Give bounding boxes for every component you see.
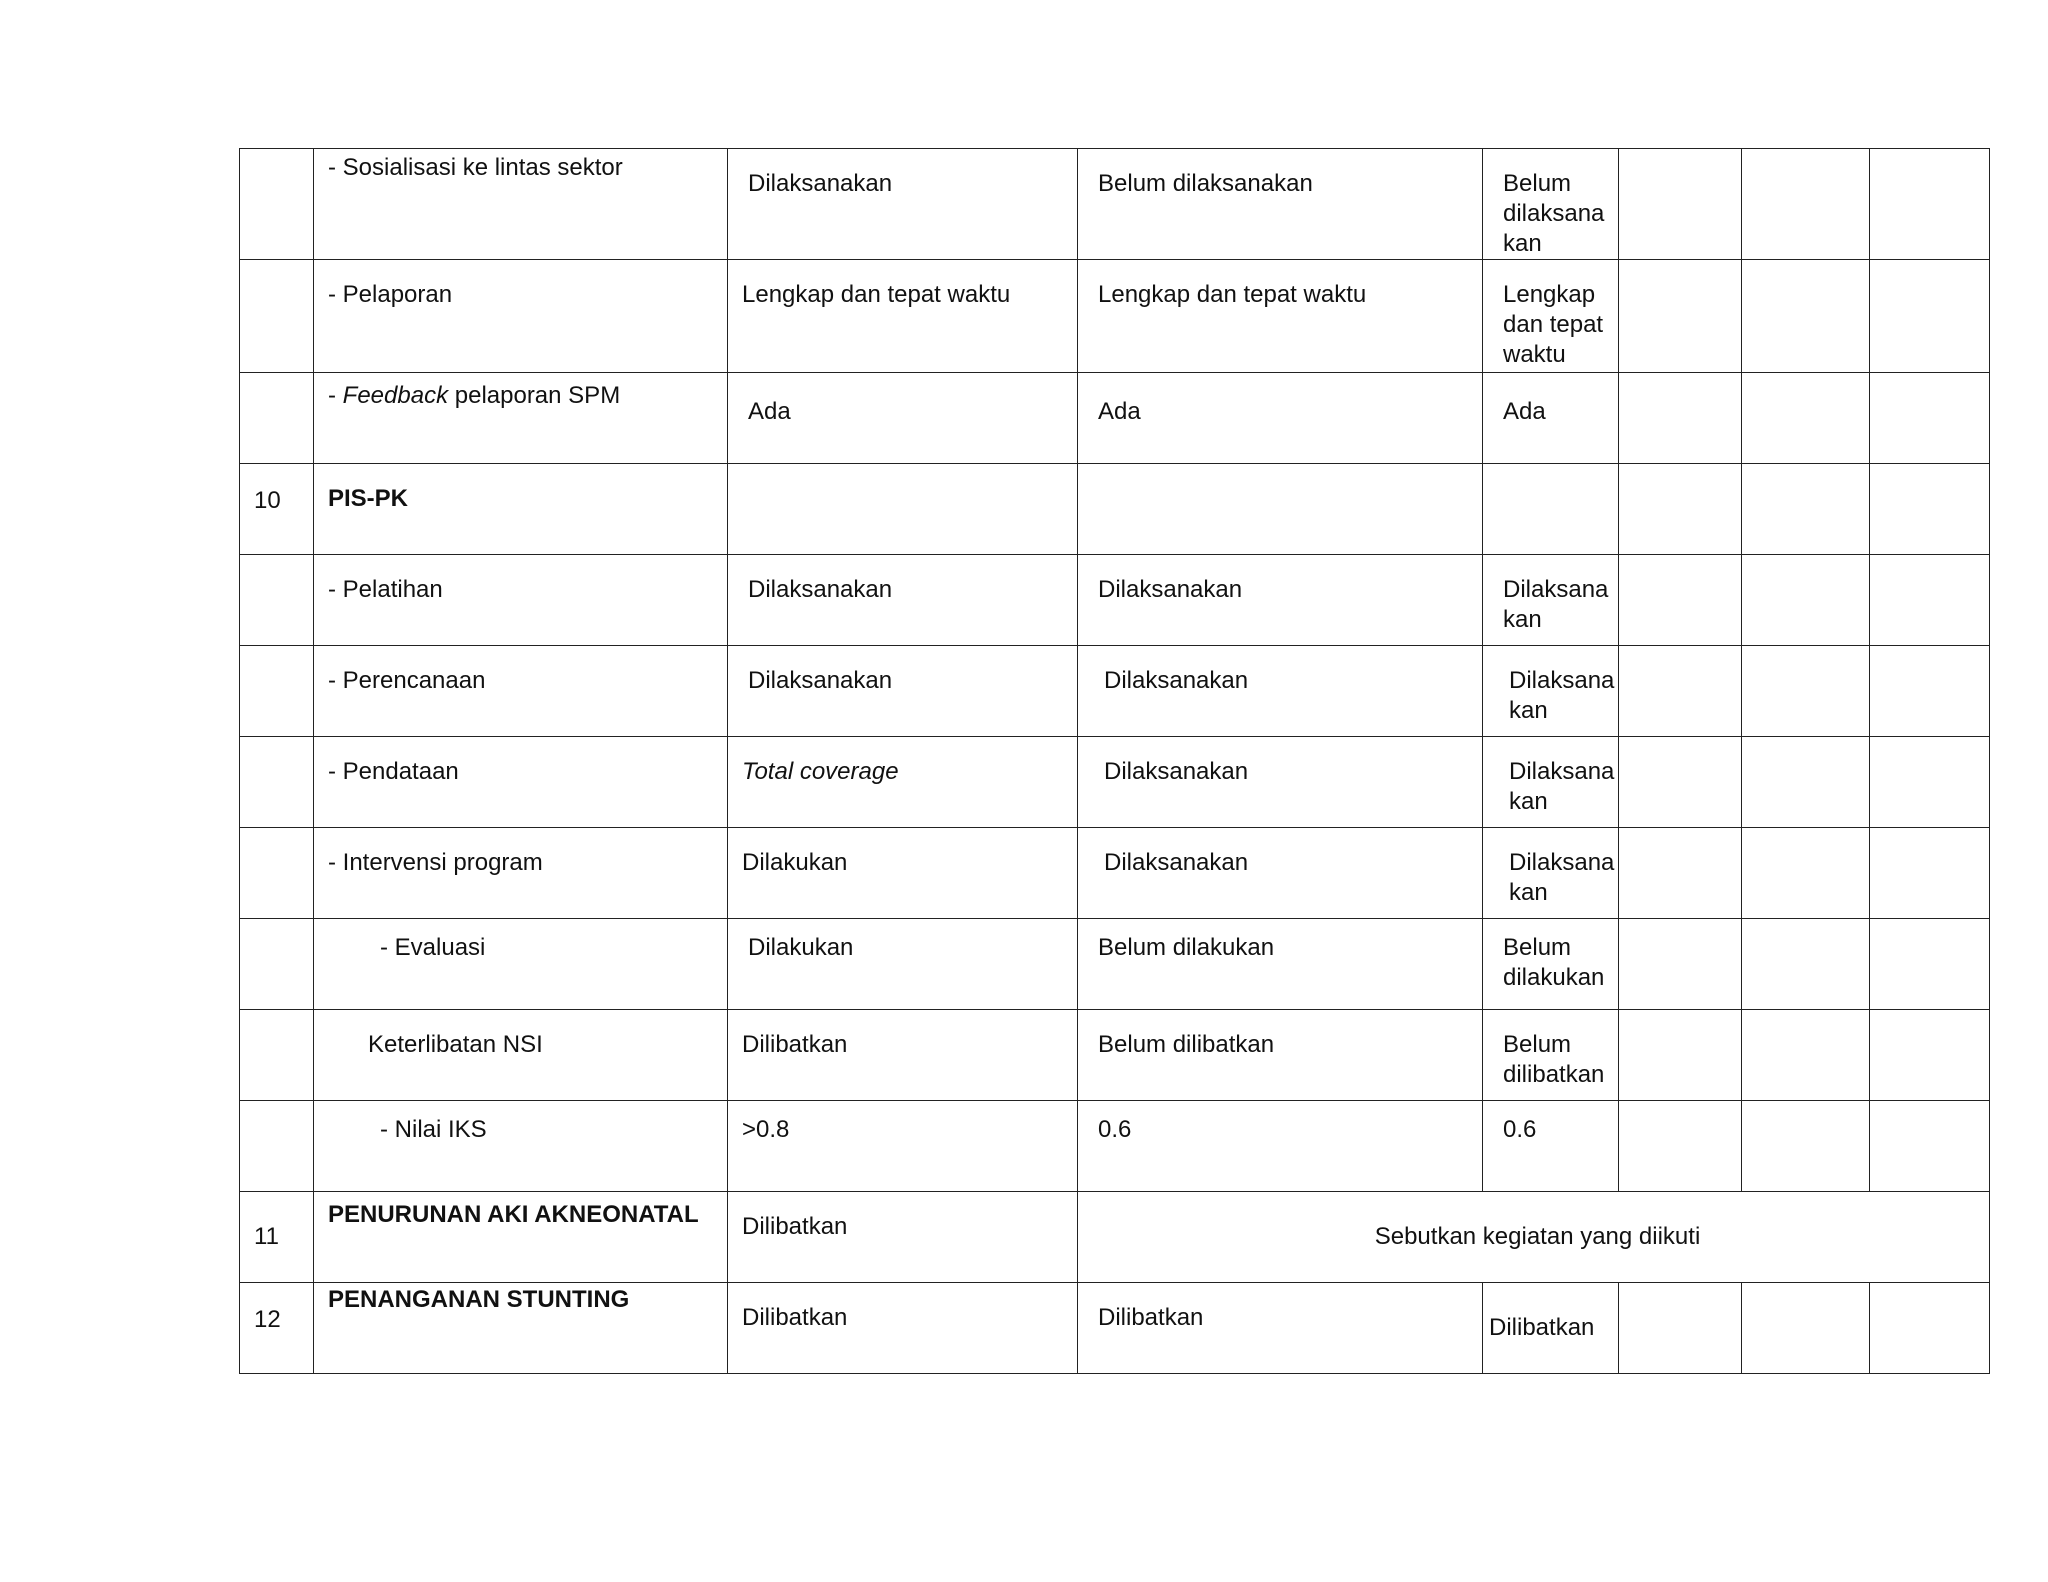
status-cell: Belum dilibatkan	[1483, 1010, 1619, 1101]
row-label: - Perencanaan	[314, 646, 728, 737]
row-label: - Evaluasi	[314, 919, 728, 1010]
achievement-cell: Belum dilibatkan	[1078, 1010, 1483, 1101]
merged-note-cell: Sebutkan kegiatan yang diikuti	[1078, 1192, 1990, 1283]
table-row	[240, 555, 1990, 646]
table-row	[240, 1010, 1990, 1101]
empty-cell	[1619, 1010, 1742, 1101]
empty-cell	[1742, 464, 1870, 555]
target-cell: Ada	[728, 373, 1078, 464]
empty-cell	[1870, 1283, 1990, 1374]
achievement-cell: Belum dilakukan	[1078, 919, 1483, 1010]
empty-cell	[1619, 828, 1742, 919]
table-row	[240, 373, 1990, 464]
status-cell: Dilaksanakan	[1483, 646, 1619, 737]
target-cell: Dilibatkan	[728, 1283, 1078, 1374]
empty-cell	[1870, 919, 1990, 1010]
row-label: - Pelatihan	[314, 555, 728, 646]
empty-cell	[1742, 1010, 1870, 1101]
empty-cell	[1870, 149, 1990, 260]
row-label: - Pelaporan	[314, 260, 728, 373]
status-cell: 0.6	[1483, 1101, 1619, 1192]
target-cell: Dilakukan	[728, 919, 1078, 1010]
table-row	[240, 260, 1990, 373]
row-number: 10	[240, 464, 314, 555]
target-cell: Dilaksanakan	[728, 646, 1078, 737]
status-cell: Belum dilakukan	[1483, 919, 1619, 1010]
status-cell	[1483, 464, 1619, 555]
empty-cell	[1742, 737, 1870, 828]
empty-cell	[1742, 1283, 1870, 1374]
empty-cell	[1870, 260, 1990, 373]
empty-cell	[1870, 464, 1990, 555]
empty-cell	[1742, 260, 1870, 373]
table-row	[240, 828, 1990, 919]
status-cell: Lengkap dan tepat waktu	[1483, 260, 1619, 373]
empty-cell	[1742, 828, 1870, 919]
row-number: 11	[240, 1192, 314, 1283]
target-cell: Dilibatkan	[728, 1192, 1078, 1283]
row-number	[240, 737, 314, 828]
achievement-cell: Lengkap dan tepat waktu	[1078, 260, 1483, 373]
achievement-cell: Dilaksanakan	[1078, 737, 1483, 828]
row-label: - Sosialisasi ke lintas sektor	[314, 149, 728, 260]
achievement-cell: Dilibatkan	[1078, 1283, 1483, 1374]
status-cell: Belum dilaksanakan	[1483, 149, 1619, 260]
row-number	[240, 373, 314, 464]
row-label: Keterlibatan NSI	[314, 1010, 728, 1101]
table-row	[240, 149, 1990, 260]
row-number	[240, 555, 314, 646]
empty-cell	[1870, 828, 1990, 919]
target-cell: Dilakukan	[728, 828, 1078, 919]
section-heading: PIS-PK	[314, 464, 728, 555]
empty-cell	[1619, 149, 1742, 260]
empty-cell	[1742, 646, 1870, 737]
empty-cell	[1742, 919, 1870, 1010]
row-number	[240, 646, 314, 737]
target-cell	[728, 464, 1078, 555]
table-row	[240, 1101, 1990, 1192]
row-number	[240, 1010, 314, 1101]
empty-cell	[1870, 373, 1990, 464]
row-number	[240, 149, 314, 260]
empty-cell	[1742, 555, 1870, 646]
status-cell: Dilaksanakan	[1483, 737, 1619, 828]
empty-cell	[1870, 1010, 1990, 1101]
status-cell: Ada	[1483, 373, 1619, 464]
table-row	[240, 737, 1990, 828]
row-label: - Intervensi program	[314, 828, 728, 919]
achievement-cell: Dilaksanakan	[1078, 828, 1483, 919]
achievement-cell: Dilaksanakan	[1078, 646, 1483, 737]
empty-cell	[1619, 919, 1742, 1010]
row-label: - Nilai IKS	[314, 1101, 728, 1192]
empty-cell	[1619, 1283, 1742, 1374]
empty-cell	[1619, 373, 1742, 464]
row-number	[240, 828, 314, 919]
target-cell: Lengkap dan tepat waktu	[728, 260, 1078, 373]
empty-cell	[1619, 555, 1742, 646]
target-cell: Total coverage	[728, 737, 1078, 828]
target-cell: Dilibatkan	[728, 1010, 1078, 1101]
table-row	[240, 464, 1990, 555]
empty-cell	[1742, 373, 1870, 464]
empty-cell	[1870, 555, 1990, 646]
empty-cell	[1619, 464, 1742, 555]
empty-cell	[1619, 1101, 1742, 1192]
target-cell: Dilaksanakan	[728, 555, 1078, 646]
achievement-cell: Belum dilaksanakan	[1078, 149, 1483, 260]
empty-cell	[1742, 149, 1870, 260]
empty-cell	[1870, 1101, 1990, 1192]
empty-cell	[1870, 646, 1990, 737]
achievement-cell	[1078, 464, 1483, 555]
empty-cell	[1870, 737, 1990, 828]
status-cell: Dilaksanakan	[1483, 828, 1619, 919]
row-label: - Feedback pelaporan SPM	[314, 373, 728, 464]
table-row	[240, 1283, 1990, 1374]
row-label: - Pendataan	[314, 737, 728, 828]
status-cell: Dilaksanakan	[1483, 555, 1619, 646]
table-row	[240, 919, 1990, 1010]
section-heading: PENANGANAN STUNTING	[314, 1283, 728, 1374]
table-row	[240, 1192, 1990, 1283]
target-cell: >0.8	[728, 1101, 1078, 1192]
table-row	[240, 646, 1990, 737]
program-evaluation-table	[239, 148, 1990, 1374]
achievement-cell: 0.6	[1078, 1101, 1483, 1192]
achievement-cell: Ada	[1078, 373, 1483, 464]
empty-cell	[1742, 1101, 1870, 1192]
section-heading: PENURUNAN AKI AKNEONATAL	[314, 1192, 728, 1283]
target-cell: Dilaksanakan	[728, 149, 1078, 260]
achievement-cell: Dilaksanakan	[1078, 555, 1483, 646]
empty-cell	[1619, 260, 1742, 373]
row-number	[240, 260, 314, 373]
row-number	[240, 919, 314, 1010]
empty-cell	[1619, 646, 1742, 737]
status-cell: Dilibatkan	[1483, 1283, 1619, 1374]
row-number	[240, 1101, 314, 1192]
row-number: 12	[240, 1283, 314, 1374]
empty-cell	[1619, 737, 1742, 828]
